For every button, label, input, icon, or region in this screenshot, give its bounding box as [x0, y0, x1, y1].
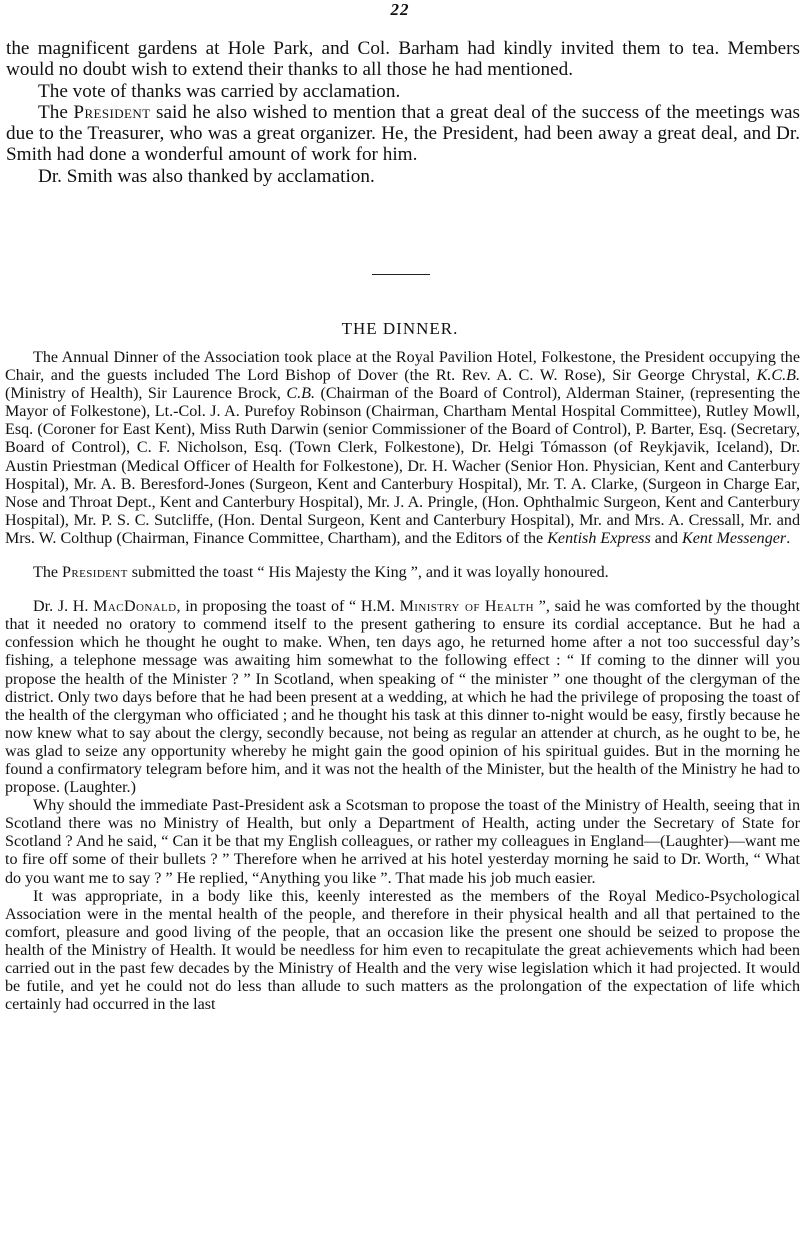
- text-run: Dr. J. H.: [33, 598, 94, 616]
- page-number: 22: [390, 0, 410, 19]
- newspaper-name: Kentish Express: [547, 529, 651, 547]
- toast-paragraph: [5, 564, 800, 582]
- text-run: , in proposing the toast of “ H.M.: [176, 598, 400, 616]
- toast-subject: Ministry of Health: [399, 598, 534, 616]
- speaker-name: MacDonald: [93, 598, 177, 616]
- text-run: and: [650, 529, 683, 547]
- text-run: The: [38, 101, 74, 123]
- president-name: President: [62, 564, 128, 582]
- text-run: ”, said he was comforted by the thought that it needed no oratory to commend itself to the present gathering to ensure its cordial acceptance. But he had a confession which he thought he ought to make. When, ten days ago, he returned home after a not too successful day’s fishing, a telephone message was awaiting him somewhat to the following effect : “ If coming to the dinner will you propose the health of the Minister ? ” In Scotland, when speaking of “ the minister ” one thought of the clergyman of the district. Only two days before that he had been present at a wedding, at which he had the privilege of proposing the toast of the health of the clergyman who officiated ; and he thought his task at this dinner to-night would be easy, firstly because he now knew what to say about the clergy, secondly because, not being as regular an attender at church, as he ought to be, he was glad to seize any opportunity whereby he might gain the good opinion of his spiritual guides. But in the morning he found a confirmatory telegram before him, and it was not the health of the Minister, but the health of the Ministry he had to propose. (Laughter.): [5, 598, 800, 797]
- intro-paragraph-2: The vote of thanks was carried by acclamation.: [38, 80, 401, 102]
- intro-paragraph-1: the magnificent gardens at Hole Park, and Col. Barham had kindly invited them to tea. Members would no doubt wish to extend their thanks to all those he had mentioned.: [6, 38, 800, 81]
- honour-cb: C.B.: [286, 385, 315, 403]
- guests-paragraph: [5, 349, 800, 548]
- speech-paragraph-2: Why should the immediate Past-President ask a Scotsman to propose the toast of the Ministry of Health, seeing that in Scotland there was no Ministry of Health, but only a Department of Health, acting under the Secretary of State for Scotland ? And he said, “ Can it be that my English colleagues, or rather my colleagues in England—(Laughter)—want me to fire off some of their bullets ? ” Therefore when he arrived at his hotel yesterday morning he said to Dr. Worth, “ What do you want me to say ? ” He replied, “Anything you like ”. That made his job much easier.: [5, 797, 800, 887]
- intro-section: [6, 38, 800, 187]
- newspaper-name: Kent Messenger: [682, 529, 787, 547]
- president-name: President: [73, 101, 151, 123]
- honour-kcb: K.C.B.: [756, 367, 800, 385]
- text-run: .: [786, 529, 791, 547]
- text-run: submitted the toast “ His Majesty the King ”, and it was loyally honoured.: [127, 564, 609, 582]
- text-run: (Ministry of Health), Sir Laurence Brock,: [5, 385, 287, 403]
- speech-paragraph-3: It was appropriate, in a body like this, keenly interested as the members of the Royal Medico-Psychological Association were in the mental health of the people, and therefore in their physical health and all that pertained to the comfort, pleasure and good living of the people, that an occasion like the present one should be seized to propose the health of the Ministry of Health. It would be needless for him even to recapitulate the great achievements which had been carried out in the past few decades by the Ministry of Health and the very wise legislation which it had projected. It would be futile, and yet he could not do less than allude to such matters as the prolongation of the expectation of life which certainly had occurred in the last: [5, 887, 800, 1014]
- text-run: The Annual Dinner of the Association took place at the Royal Pavilion Hotel, Folkestone, the President occupying the Chair, and the guests included The Lord Bishop of Dover (the Rt. Rev. A. C. W. Rose), Sir George Chrystal,: [5, 349, 800, 385]
- text-run: said he also wished to mention that a great deal of the success of the meetings was due to the Treasurer, who was a great organizer. He, the President, had been away a great deal, and Dr. Smith had done a wonderful amount of work for him.: [6, 101, 800, 166]
- text-run: The: [33, 564, 63, 582]
- intro-paragraph-3: [6, 102, 800, 166]
- dinner-section: [5, 349, 800, 1014]
- intro-paragraph-4: Dr. Smith was also thanked by acclamation.: [38, 165, 375, 187]
- section-heading: THE DINNER.: [341, 319, 459, 338]
- section-divider: [372, 274, 430, 275]
- text-run: (Chairman of the Board of Control), Alderman Stainer, (representing the Mayor of Folkestone), Lt.-Col. J. A. Purefoy Robinson (Chairman, Chartham Mental Hospital Committee), Rutley Mowll, Esq. (Coroner for East Kent), Miss Ruth Darwin (senior Commissioner of the Board of Control), P. Barter, Esq. (Secretary, Board of Control), C. F. Nicholson, Esq. (Town Clerk, Folkestone), Dr. Helgi Tómasson (of Reykjavik, Iceland), Dr. Austin Priestman (Medical Officer of Health for Folkestone), Dr. H. Wacher (Senior Hon. Physician, Kent and Canterbury Hospital), Mr. A. B. Beresford-Jones (Surgeon, Kent and Canterbury Hospital), Mr. T. A. Clarke, (Surgeon in Charge Ear, Nose and Throat Dept., Kent and Canterbury Hospital), Mr. J. A. Pringle, (Hon. Ophthalmic Surgeon, Kent and Canterbury Hospital), Mr. P. S. C. Sutcliffe, (Hon. Dental Surgeon, Kent and Canterbury Hospital), Mr. and Mrs. A. Cressall, Mr. and Mrs. W. Colthup (Chairman, Finance Committee, Chartham), and the Editors of the: [5, 385, 800, 547]
- speech-paragraph-1: [5, 598, 800, 797]
